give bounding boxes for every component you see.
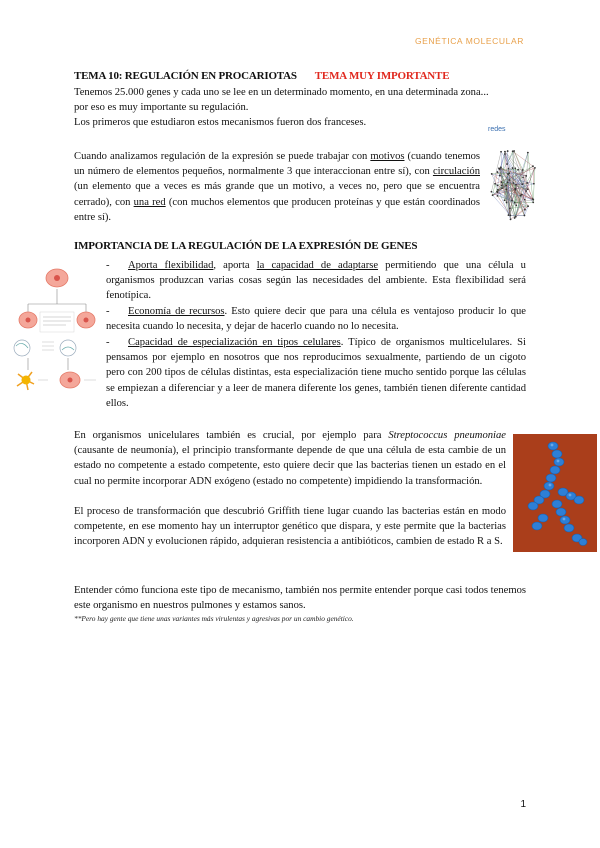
network-node bbox=[494, 183, 496, 185]
paragraph-griffith: El proceso de transformación que descubrió Griffith tiene lugar cuando las bacterias están en modo competente, en ese momento hay un interruptor genético que dispara, y este permite que la bacterias incorporen ADN y evolucionen rápido, adquieran resistencia a antibióticos, cambien de estado R a S. bbox=[74, 506, 506, 548]
network-node bbox=[515, 184, 517, 186]
text-run: En organismos unicelulares también es crucial, por ejemplo para bbox=[74, 430, 389, 441]
bullet-especializacion bbox=[106, 335, 526, 411]
network-node bbox=[491, 191, 493, 193]
network-node bbox=[497, 185, 499, 187]
network-node bbox=[527, 188, 529, 190]
network-node bbox=[520, 195, 522, 197]
network-node bbox=[507, 181, 509, 183]
term-flexibilidad: Aporta flexibilidad bbox=[128, 260, 214, 271]
neuron-cell-icon bbox=[17, 372, 34, 390]
network-node bbox=[501, 185, 503, 187]
term-circulacion: circulación bbox=[432, 166, 480, 178]
network-node bbox=[508, 168, 510, 170]
term-economia: Economía de recursos bbox=[128, 306, 225, 317]
network-node bbox=[507, 173, 509, 175]
network-node bbox=[505, 185, 507, 187]
cell-right-icon bbox=[77, 312, 95, 328]
network-node bbox=[508, 214, 510, 216]
network-node bbox=[509, 207, 511, 209]
bullet-flexibilidad bbox=[106, 258, 526, 304]
page-number: 1 bbox=[520, 799, 526, 810]
network-node bbox=[517, 169, 519, 171]
text-run: (causante de neumonía), el principio transformante depende de que una célula de esta cambie de un estado no competente a estado competente, esto quiere decir que las bacterias tienen un estado en el cual no permite incorporar ADN exógeno (estado no competente) impidiendo la transformación. bbox=[74, 445, 506, 487]
network-node bbox=[532, 199, 534, 201]
network-node bbox=[500, 166, 502, 168]
network-node bbox=[533, 183, 535, 185]
network-node bbox=[497, 171, 499, 173]
streptococcus-micrograph bbox=[513, 434, 597, 552]
network-node bbox=[514, 202, 516, 204]
network-node bbox=[527, 152, 529, 154]
network-node bbox=[534, 167, 536, 169]
network-node bbox=[507, 150, 509, 152]
species-name: Streptococcus pneumoniae bbox=[388, 430, 506, 441]
network-node bbox=[515, 205, 517, 207]
network-node bbox=[492, 194, 494, 196]
text-run: (cuando tenemos un número de elementos pequeños, normalmente 3 que interaccionan entre sí), con bbox=[74, 151, 480, 178]
network-node bbox=[514, 167, 516, 169]
network-node bbox=[498, 167, 500, 169]
text-run: . Esto quiere decir que para una célula es ventajoso producir lo que necesita cuando lo necesita, y dejar de hacerlo cuando no lo necesita. bbox=[106, 306, 526, 333]
network-edge bbox=[491, 152, 501, 192]
network-node bbox=[512, 182, 514, 184]
network-node bbox=[511, 200, 513, 202]
network-node bbox=[524, 209, 526, 211]
network-node bbox=[525, 190, 527, 192]
page-title bbox=[74, 70, 449, 82]
intro-paragraph-regulation bbox=[74, 149, 480, 225]
cell-differentiation-diagram bbox=[6, 262, 104, 412]
network-node bbox=[512, 150, 514, 152]
network-node bbox=[515, 216, 517, 218]
text-run: (con muchos elementos que producen proteínas y que están coordinados entre sí). bbox=[74, 196, 480, 223]
text-run: . Típico de organismos multicelulares. Si pensamos por ejemplo en nosotros que nos reproducimos sexualmente, partiendo de un cigoto pero con 200 tipos de células distintas, esta especialización tiene mucho sentido porque las células se empiezan a diferenciar y a leer de manera diferente los genes, también tienen diferente cantidad ellos. bbox=[106, 337, 526, 409]
text-run: permitiendo que una célula u organismos produzcan varias cosas según las necesidades del ambiente. Esta flexibilidad será fenotípica. bbox=[106, 260, 526, 302]
network-node bbox=[512, 167, 514, 169]
network-node bbox=[506, 188, 508, 190]
network-node bbox=[514, 188, 516, 190]
paragraph-pulmones: Entender cómo funciona este tipo de mecanismo, también nos permite entender porque casi todos tenemos este organismo en nuestros pulmones y estamos sanos. bbox=[74, 585, 526, 612]
network-node bbox=[521, 194, 523, 196]
term-adaptarse: la capacidad de adaptarse bbox=[256, 260, 379, 271]
network-node bbox=[501, 187, 503, 189]
bullet-economia bbox=[106, 304, 526, 334]
network-edge bbox=[508, 168, 534, 215]
intro-line-2: por eso es muy importante su regulación. bbox=[74, 102, 249, 114]
network-node bbox=[524, 215, 526, 217]
footnote: **Pero hay gente que tiene unas variantes más virulentas y agresivas por un cambio genético. bbox=[74, 614, 354, 623]
bullet-mark: - bbox=[106, 260, 110, 271]
network-node bbox=[509, 179, 511, 181]
text-run: (un elemento que a veces es más grande que un motivo, a veces no, pero que se encuentra cerrado), con bbox=[74, 181, 480, 208]
network-edge bbox=[528, 153, 533, 199]
network-node bbox=[491, 173, 493, 175]
network-node bbox=[522, 177, 524, 179]
cell-zygote-icon bbox=[46, 269, 68, 287]
network-node bbox=[499, 175, 501, 177]
network-node bbox=[509, 214, 511, 216]
paragraph-unicelulares bbox=[74, 428, 506, 489]
chromatin-icon-right bbox=[60, 340, 76, 356]
text-run: , aporta bbox=[213, 260, 257, 271]
network-node bbox=[522, 169, 524, 171]
network-edge bbox=[533, 168, 535, 202]
network-node bbox=[532, 165, 534, 167]
bullet-mark: - bbox=[106, 306, 110, 317]
network-node bbox=[506, 163, 508, 165]
network-node bbox=[500, 151, 502, 153]
network-node bbox=[510, 218, 512, 220]
bullet-mark: - bbox=[106, 337, 110, 348]
network-node bbox=[497, 195, 499, 197]
network-node bbox=[506, 202, 508, 204]
network-node bbox=[497, 189, 499, 191]
network-node bbox=[504, 153, 506, 155]
chromatin-icon-left bbox=[14, 340, 30, 356]
term-motivos: motivos bbox=[370, 151, 405, 162]
network-node bbox=[526, 182, 528, 184]
network-node bbox=[496, 191, 498, 193]
title-main: TEMA 10: REGULACIÓN EN PROCARIOTAS bbox=[74, 70, 297, 82]
network-node bbox=[521, 183, 523, 185]
cell-left-icon bbox=[19, 312, 37, 328]
section-heading-importancia: IMPORTANCIA DE LA REGULACIÓN DE LA EXPRESIÓN DE GENES bbox=[74, 240, 418, 252]
muscle-cell-icon bbox=[60, 372, 80, 388]
network-node bbox=[500, 181, 502, 183]
network-figure bbox=[486, 126, 540, 230]
network-node bbox=[527, 205, 529, 207]
intro-line-3: Los primeros que estudiaron estos mecanismos fueron dos franceses. bbox=[74, 117, 367, 129]
network-node bbox=[524, 199, 526, 201]
network-node bbox=[504, 199, 506, 201]
network-label: redes bbox=[488, 126, 506, 133]
running-header: GENÉTICA MOLECULAR bbox=[414, 36, 524, 46]
title-important-tag: TEMA MUY IMPORTANTE bbox=[314, 70, 450, 82]
text-run: Cuando analizamos regulación de la expresión se puede trabajar con bbox=[74, 151, 371, 162]
network-node bbox=[532, 201, 534, 203]
term-especializacion: Capacidad de especialización en tipos celulares bbox=[128, 337, 341, 348]
intro-line-1: Tenemos 25.000 genes y cada uno se lee en un determinado momento, en una determinada zona... bbox=[74, 87, 489, 98]
network-edge bbox=[533, 166, 534, 184]
term-red: una red bbox=[133, 196, 166, 208]
network-node bbox=[504, 151, 506, 153]
network-node bbox=[525, 175, 527, 177]
intro-paragraph-1 bbox=[74, 85, 534, 131]
gene-network-graph bbox=[486, 126, 540, 230]
diagram-label-box bbox=[40, 312, 74, 332]
